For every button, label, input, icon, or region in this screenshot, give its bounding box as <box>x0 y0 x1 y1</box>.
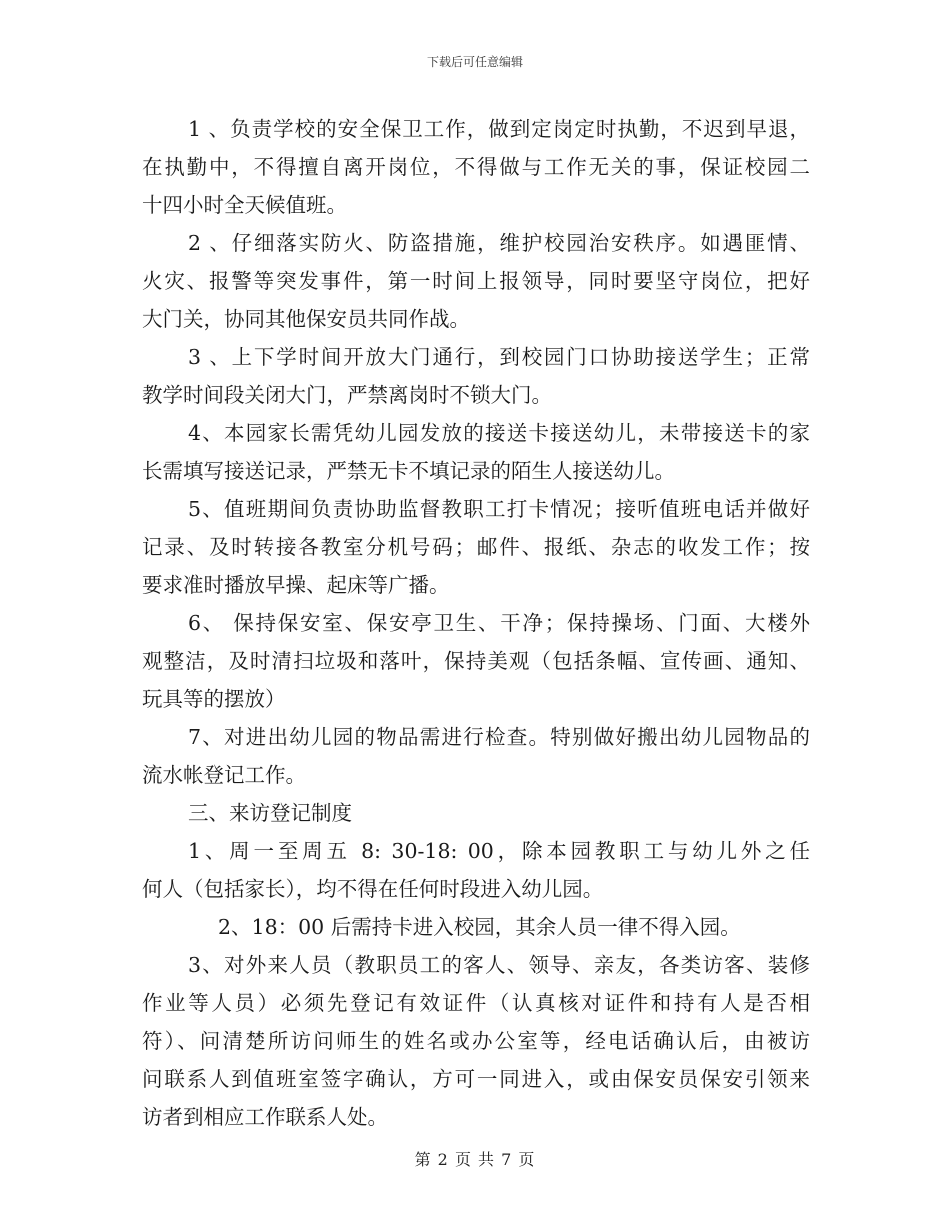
text-line: 6、 保持保安室、保安亭卫生、干净；保持操场、门面、大楼外 <box>188 611 810 635</box>
text-line: 5、值班期间负责协助监督教职工打卡情况；接听值班电话并做好 <box>188 497 810 521</box>
text-line: 问联系人到值班室签字确认，方可一同进入，或由保安员保安引领来 <box>142 1067 810 1091</box>
text-line: 3、对外来人员（教职员工的客人、领导、亲友，各类访客、装修 <box>188 953 810 977</box>
text-line: 十四小时全天候值班。 <box>142 193 347 217</box>
text-line: 2 、仔细落实防火、防盗措施，维护校园治安秩序。如遇匪情、 <box>188 231 810 255</box>
page-header: 下载后可任意编辑 <box>426 55 523 69</box>
text-line: 要求准时播放早操、起床等广播。 <box>142 573 450 597</box>
text-line: 2、18：00 后需持卡进入校园，其余人员一律不得入园。 <box>218 915 741 939</box>
text-line: 长需填写接送记录，严禁无卡不填记录的陌生人接送幼儿。 <box>142 459 675 483</box>
text-line: 在执勤中，不得擅自离开岗位，不得做与工作无关的事，保证校园二 <box>142 155 810 179</box>
text-line: 观整洁，及时清扫垃圾和落叶，保持美观（包括条幅、宣传画、通知、 <box>142 649 810 673</box>
page-footer <box>0 1147 950 1170</box>
text-line: 7、对进出幼儿园的物品需进行检查。特别做好搬出幼儿园物品的 <box>188 725 810 749</box>
text-line: 作业等人员）必须先登记有效证件（认真核对证件和持有人是否相 <box>142 991 810 1015</box>
total-page-count: 7 <box>501 1150 513 1169</box>
text-line: 教学时间段关闭大门，严禁离岗时不锁大门。 <box>142 383 552 407</box>
text-line: 流水帐登记工作。 <box>142 763 306 787</box>
text-line: 1 、负责学校的安全保卫工作，做到定岗定时执勤，不迟到早退， <box>188 117 810 141</box>
text-line: 大门关，协同其他保安员共同作战。 <box>142 307 470 331</box>
document-body <box>142 110 810 1136</box>
text-line: 记录、及时转接各教室分机号码；邮件、报纸、杂志的收发工作；按 <box>142 535 810 559</box>
footer-middle: 页 共 <box>454 1150 496 1169</box>
footer-suffix: 页 <box>518 1150 536 1169</box>
text-line: 符）、问清楚所访问师生的姓名或办公室等，经电话确认后，由被访 <box>142 1029 810 1053</box>
text-line: 3 、上下学时间开放大门通行，到校园门口协助接送学生；正常 <box>188 345 810 369</box>
text-line: 火灾、报警等突发事件，第一时间上报领导，同时要坚守岗位，把好 <box>142 269 810 293</box>
text-line: 何人（包括家长），均不得在任何时段进入幼儿园。 <box>142 877 604 901</box>
text-line: 玩具等的摆放） <box>142 687 286 711</box>
text-line: 访者到相应工作联系人处。 <box>142 1105 388 1129</box>
footer-prefix: 第 <box>414 1150 432 1169</box>
text-line: 1、周一至周五 8: 30-18: 00，除本园教职工与幼儿外之任 <box>188 839 810 863</box>
text-line: 4、本园家长需凭幼儿园发放的接送卡接送幼儿，未带接送卡的家 <box>188 421 810 445</box>
current-page-number: 2 <box>437 1150 449 1169</box>
section-heading: 三、来访登记制度 <box>188 801 352 825</box>
